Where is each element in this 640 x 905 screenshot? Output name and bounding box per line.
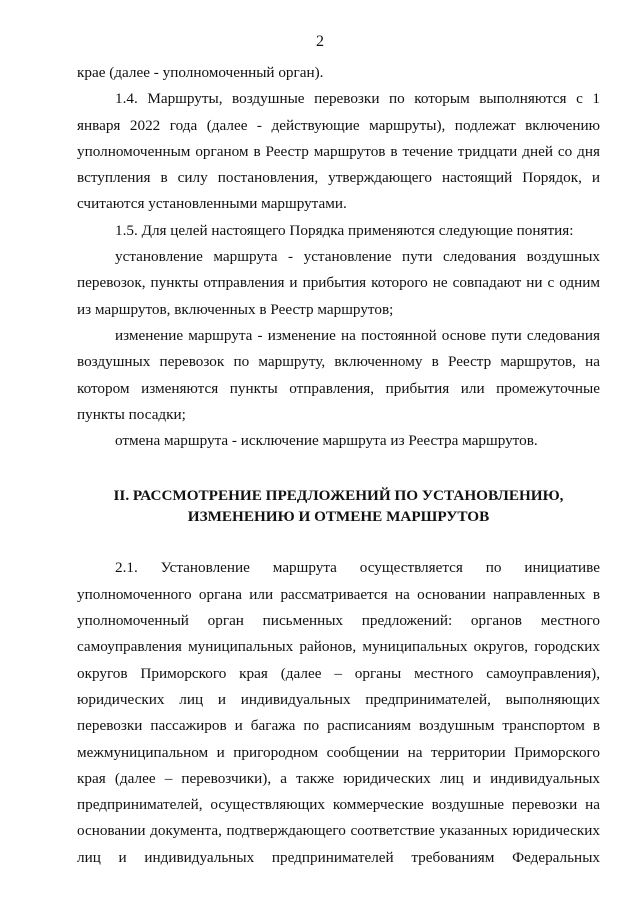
paragraph-continuation: крае (далее - уполномоченный орган). bbox=[77, 64, 324, 81]
definition-cancellation: отмена маршрута - исключение маршрута из Реестра маршрутов. bbox=[115, 432, 538, 450]
paragraph-2-1: 2.1. Установление маршрута осуществляется по инициативе уполномоченного органа или рассматривается на основании направленных в уполномоченный орган письменных предложений: органов местного самоуправления муниципальных районов, муниципальных округов, городских округов Приморского края (далее – органы местного самоуправления), юридических лиц и индивидуальных предпринимателей, выполняющих перевозки пассажиров и багажа по расписаниям воздушным транспортом в межмуниципальном и пригородном сообщении на территории Приморского края (далее – перевозчики), а также юридических лиц и индивидуальных предпринимателей, осуществляющих коммерческие воздушные перевозки на основании документа, подтверждающего соответствие указанных юридических лиц и индивидуальных предпринимателей требованиям Федеральных bbox=[77, 559, 600, 866]
section-heading bbox=[77, 486, 600, 527]
page-number: 2 bbox=[316, 33, 324, 50]
section-heading-line-1: II. РАССМОТРЕНИЕ ПРЕДЛОЖЕНИЙ ПО УСТАНОВЛЕНИЮ, bbox=[113, 487, 564, 505]
definition-change: изменение маршрута - изменение на постоянной основе пути следования воздушных перевозок по маршруту, включенному в Реестр маршрутов, на котором изменяются пункты отправления, прибытия или промежуточные пункты посадки; bbox=[77, 326, 600, 423]
document-body bbox=[77, 60, 600, 871]
paragraph-1-4: 1.4. Маршруты, воздушные перевозки по которым выполняются с 1 января 2022 года (далее - действующие маршруты), подлежат включению уполномоченным органом в Реестр маршрутов в течение тридцати дней со дня вступления в силу постановления, утверждающего настоящий Порядок, и считаются установленными маршрутами. bbox=[77, 90, 600, 213]
definition-establishment: установление маршрута - установление пути следования воздушных перевозок, пункты отправления и прибытия которого не совпадают ни с одним из маршрутов, включенных в Реестр маршрутов; bbox=[77, 248, 600, 318]
paragraph-1-5: 1.5. Для целей настоящего Порядка применяются следующие понятия: bbox=[115, 221, 574, 239]
section-heading-line-2: ИЗМЕНЕНИЮ И ОТМЕНЕ МАРШРУТОВ bbox=[187, 507, 490, 525]
